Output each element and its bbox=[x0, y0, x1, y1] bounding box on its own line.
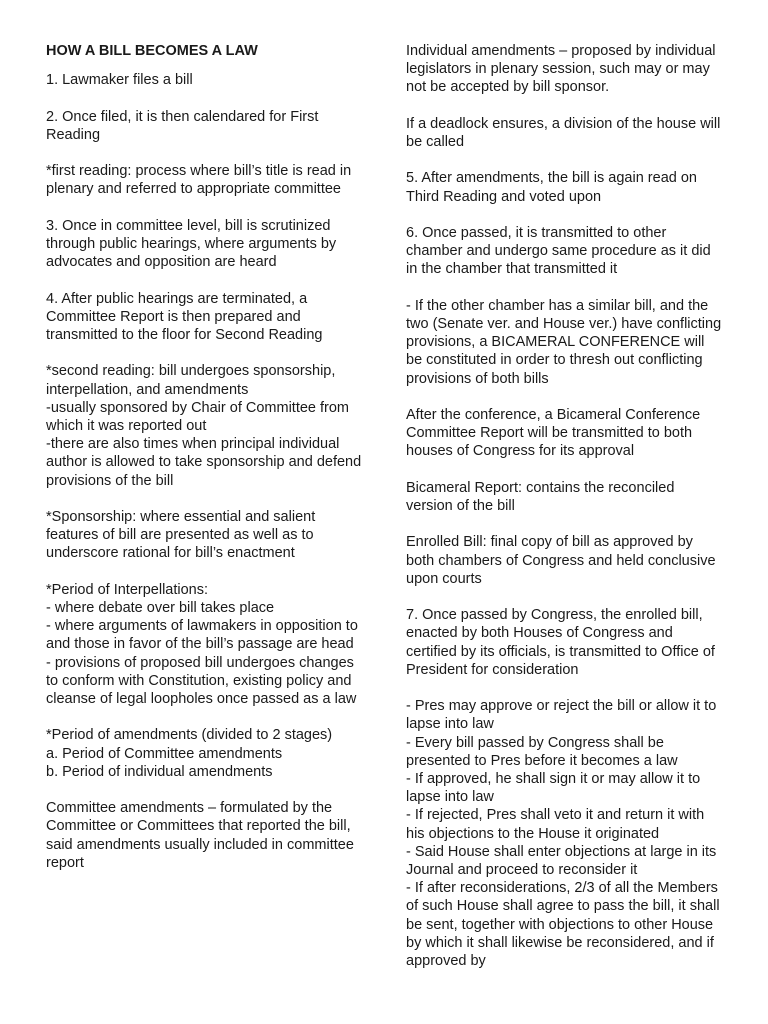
paragraph-line: Enrolled Bill: final copy of bill as approved by both chambers of Congress and held conclusive upon courts bbox=[406, 534, 716, 587]
paragraph-line: Individual amendments – proposed by individual legislators in plenary session, such may or may not be accepted by bill sponsor. bbox=[406, 43, 716, 96]
paragraph bbox=[46, 508, 364, 563]
paragraph-line: - If after reconsiderations, 2/3 of all the Members of such House shall agree to pass the bill, it shall be sent, together with objections to other House by which it shall likewise be reconsidered, and if approved by bbox=[406, 880, 720, 970]
paragraph bbox=[406, 115, 724, 151]
paragraph-line: - Every bill passed by Congress shall be presented to Pres before it becomes a law bbox=[406, 734, 678, 769]
paragraph-line: -usually sponsored by Chair of Committee from which it was reported out bbox=[46, 399, 350, 434]
paragraph bbox=[406, 42, 724, 97]
paragraph-line: - If approved, he shall sign it or may allow it to lapse into law bbox=[406, 770, 701, 806]
paragraph-line: 1. Lawmaker files a bill bbox=[46, 72, 193, 89]
paragraph-line: *Sponsorship: where essential and salient features of bill are presented as well as to underscore rational for bill’s enactment bbox=[46, 508, 316, 562]
paragraph bbox=[46, 108, 364, 144]
paragraph bbox=[46, 290, 364, 345]
paragraph-line: a. Period of Committee amendments bbox=[46, 745, 283, 762]
paragraph-line: Committee amendments – formulated by the Committee or Committees that reported the bill, said amendments usually included in committee report bbox=[46, 800, 354, 871]
paragraph-line: After the conference, a Bicameral Conference Committee Report will be transmitted to both houses of Congress for its approval bbox=[406, 406, 701, 460]
paragraph-line: - Pres may approve or reject the bill or allow it to lapse into law bbox=[406, 698, 717, 733]
paragraph bbox=[46, 162, 364, 198]
paragraph bbox=[46, 726, 364, 781]
paragraph bbox=[406, 479, 724, 515]
left-column bbox=[46, 42, 364, 890]
paragraph-line: 7. Once passed by Congress, the enrolled bill, enacted by both Houses of Congress and certified by its officials, is transmitted to Office of President for consideration bbox=[406, 607, 715, 678]
paragraph bbox=[406, 533, 724, 588]
paragraph-line: 4. After public hearings are terminated, a Committee Report is then prepared and transmitted to the floor for Second Reading bbox=[46, 290, 323, 343]
paragraph bbox=[406, 406, 724, 461]
paragraph-line: - Said House shall enter objections at large in its Journal and proceed to reconsider it bbox=[406, 843, 717, 878]
paragraph bbox=[46, 581, 364, 708]
paragraph-line: If a deadlock ensures, a division of the house will be called bbox=[406, 115, 721, 150]
paragraph-line: Bicameral Report: contains the reconciled version of the bill bbox=[406, 479, 675, 514]
paragraph-line: *first reading: process where bill’s title is read in plenary and referred to appropriate committee bbox=[46, 163, 352, 198]
paragraph-line: - provisions of proposed bill undergoes changes to conform with Constitution, existing policy and cleanse of legal loopholes once passed as a law bbox=[46, 654, 357, 707]
paragraph-line: *Period of Interpellations: bbox=[46, 581, 209, 598]
paragraph-line: *Period of amendments (divided to 2 stages) bbox=[46, 727, 333, 744]
paragraph bbox=[406, 606, 724, 679]
paragraph bbox=[406, 297, 724, 388]
right-paragraphs bbox=[406, 42, 724, 970]
paragraph-line: - If the other chamber has a similar bill, and the two (Senate ver. and House ver.) have conflicting provisions, a BICAMERAL CONFERENCE will be constituted in order to thresh out conflicting provisions of both bills bbox=[406, 297, 722, 387]
paragraph bbox=[46, 362, 364, 489]
paragraph-line: 6. Once passed, it is transmitted to other chamber and undergo same procedure as it did in the chamber that transmitted it bbox=[406, 224, 711, 278]
paragraph-line: 2. Once filed, it is then calendared for First Reading bbox=[46, 108, 319, 143]
paragraph-line: - where debate over bill takes place bbox=[46, 599, 275, 616]
paragraph bbox=[406, 224, 724, 279]
paragraph-line: - If rejected, Pres shall veto it and return it with his objections to the House it originated bbox=[406, 807, 705, 842]
paragraph bbox=[46, 71, 364, 89]
right-column bbox=[406, 42, 724, 988]
left-paragraphs bbox=[46, 71, 364, 872]
paragraph-line: *second reading: bill undergoes sponsorship, interpellation, and amendments bbox=[46, 363, 336, 398]
paragraph-line: -there are also times when principal individual author is allowed to take sponsorship and defend provisions of the bill bbox=[46, 436, 362, 489]
paragraph bbox=[46, 799, 364, 872]
paragraph-line: b. Period of individual amendments bbox=[46, 763, 273, 780]
paragraph bbox=[46, 217, 364, 272]
paragraph-line: - where arguments of lawmakers in opposition to and those in favor of the bill’s passage are head bbox=[46, 618, 358, 653]
document-title: HOW A BILL BECOMES A LAW bbox=[46, 43, 258, 59]
paragraph-line: 5. After amendments, the bill is again read on Third Reading and voted upon bbox=[406, 170, 697, 205]
paragraph-line: 3. Once in committee level, bill is scrutinized through public hearings, where arguments by advocates and opposition are heard bbox=[46, 217, 337, 271]
paragraph bbox=[406, 697, 724, 970]
paragraph bbox=[406, 169, 724, 205]
